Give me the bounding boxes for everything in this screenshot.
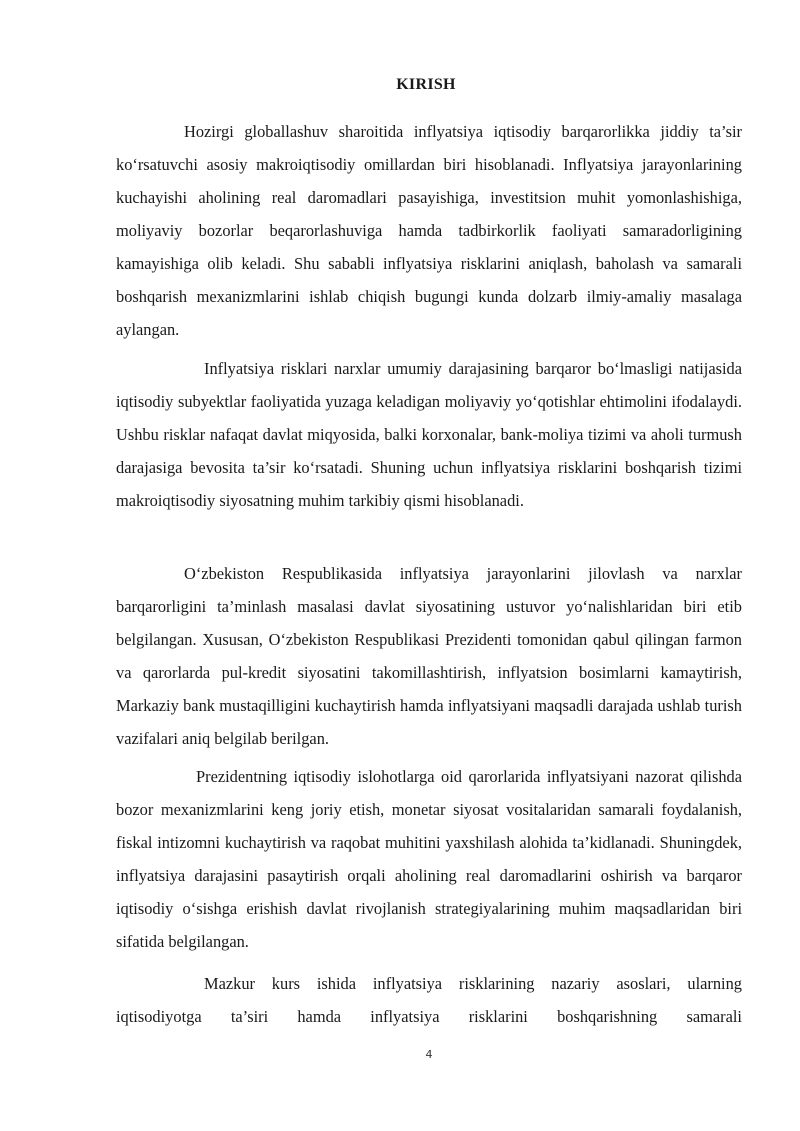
paragraph-5: Mazkur kurs ishida inflyatsiya risklarining nazariy asoslari, ularning iqtisodiyotga ta’siri hamda inflyatsiya risklarini boshqarishning samarali	[116, 974, 742, 1026]
paragraph-2: Inflyatsiya risklari narxlar umumiy darajasining barqaror bo‘lmasligi natijasida iqtisodiy subyektlar faoliyatida yuzaga keladigan moliyaviy yo‘qotishlar ehtimolini ifodalaydi. Ushbu risklar nafaqat davlat miqyosida, balki korxonalar, bank-moliya tizimi va aholi turmush darajasiga bevosita ta’sir ko‘rsatadi. Shuning uchun inflyatsiya risklarini boshqarish tizimi makroiqtisodiy siyosatning muhim tarkibiy qismi hisoblanadi.	[116, 359, 742, 510]
paragraph-3: O‘zbekiston Respublikasida inflyatsiya jarayonlarini jilovlash va narxlar barqarorligini ta’minlash masalasi davlat siyosatining ustuvor yo‘nalishlaridan biri etib belgilangan. Xususan, O‘zbekiston Respublikasi Prezidenti tomonidan qabul qilingan farmon va qarorlarda pul-kredit siyosatini takomillashtirish, inflyatsion bosimlarni kamaytirish, Markaziy bank mustaqilligini kuchaytirish hamda inflyatsiyani maqsadli darajada ushlab turish vazifalari aniq belgilab berilgan.	[116, 564, 742, 748]
section-title: KIRISH	[396, 76, 456, 93]
paragraph-1: Hozirgi globallashuv sharoitida inflyatsiya iqtisodiy barqarorlikka jiddiy ta’sir ko‘rsatuvchi asosiy makroiqtisodiy omillardan biri hisoblanadi. Inflyatsiya jarayonlarining kuchayishi aholining real daromadlari pasayishiga, investitsion muhit yomonlashishiga, moliyaviy bozorlar beqarorlashuviga hamda tadbirkorlik faoliyati samaradorligining kamayishiga olib keladi. Shu sababli inflyatsiya risklarini aniqlash, baholash va samarali boshqarish mexanizmlarini ishlab chiqish bugungi kunda dolzarb ilmiy-amaliy masalaga aylangan.	[116, 122, 742, 339]
paragraph-4: Prezidentning iqtisodiy islohotlarga oid qarorlarida inflyatsiyani nazorat qilishda bozor mexanizmlarini keng joriy etish, monetar siyosat vositalaridan samarali foydalanish, fiskal intizomni kuchaytirish va raqobat muhitini yaxshilash alohida ta’kidlanadi. Shuningdek, inflyatsiya darajasini pasaytirish orqali aholining real daromadlarini oshirish va barqaror iqtisodiy o‘sishga erishish davlat rivojlanish strategiyalarining muhim maqsadlaridan biri sifatida belgilangan.	[116, 767, 742, 951]
page-number: 4	[425, 1048, 433, 1061]
